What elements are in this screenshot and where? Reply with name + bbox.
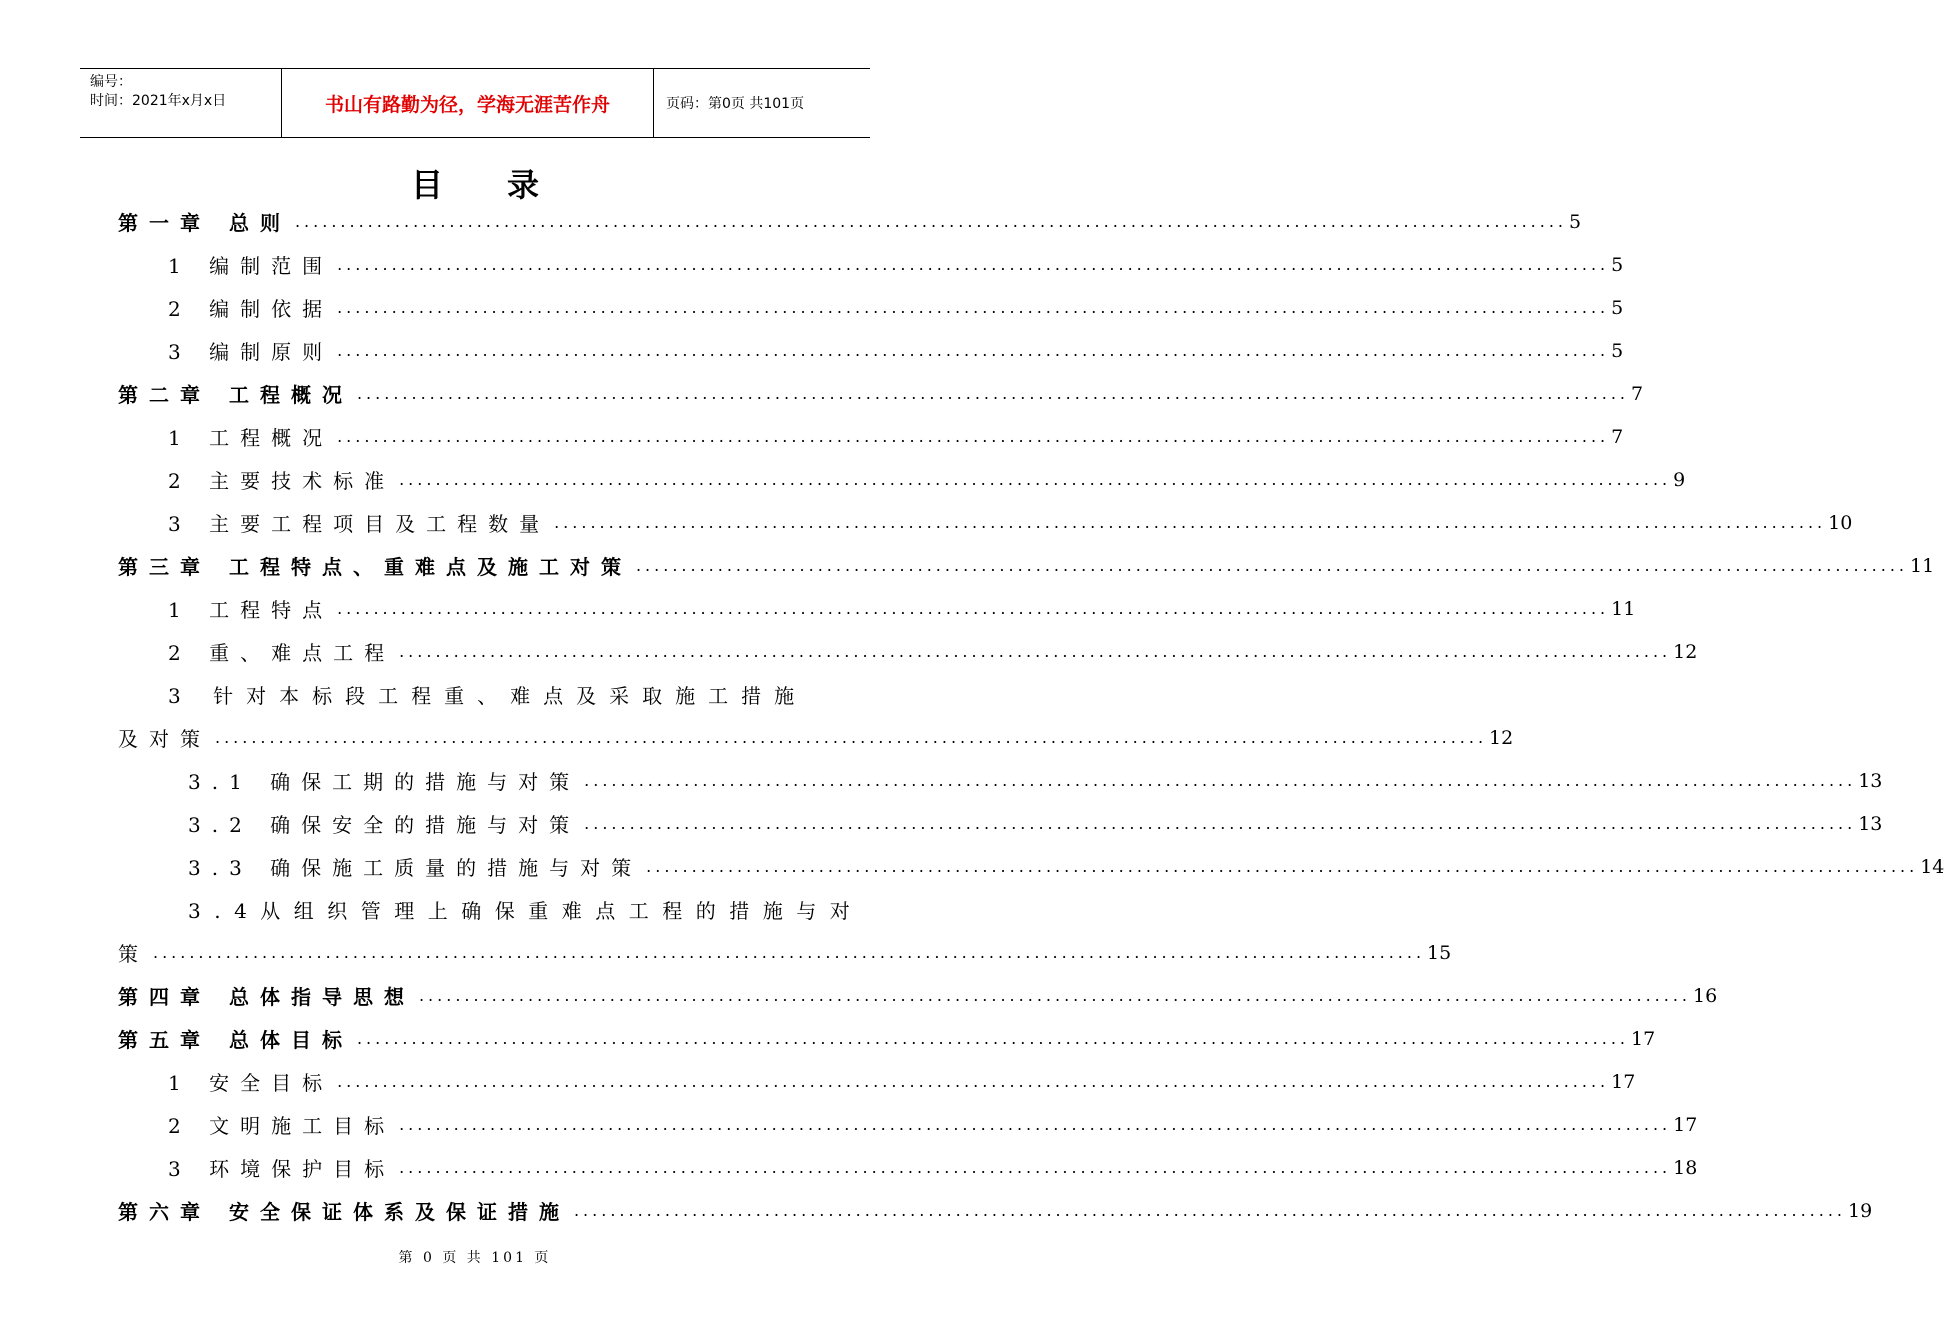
toc-entry-title: 第五章 总体目标 (118, 1028, 353, 1052)
toc-entry[interactable] (118, 458, 1686, 501)
toc-entry-title: 3.4从组织管理上确保重难点工程的措施与对 (188, 899, 864, 923)
toc-page-number: 13 (1858, 812, 1883, 835)
toc-entry-title: 2 主要技术标准 (168, 469, 396, 493)
toc-page-number: 12 (1489, 726, 1514, 749)
toc-entry-title: 第二章 工程概况 (118, 383, 353, 407)
toc-entry[interactable] (118, 931, 1452, 974)
toc-entry-title: 第一章 总则 (118, 211, 291, 235)
toc-entry-title: 3.2 确保安全的措施与对策 (188, 813, 581, 837)
toc-leader-dots: ............................................................................................................................................ (337, 599, 1610, 618)
toc-leader-dots: ............................................................................................................................................ (399, 1158, 1672, 1177)
toc-entry-title: 3 编制原则 (168, 340, 334, 364)
toc-entry-title: 2 文明施工目标 (168, 1114, 396, 1138)
toc-entry[interactable] (118, 1103, 1698, 1146)
toc-leader-dots: ............................................................................................................................................ (418, 986, 1691, 1005)
toc-leader-dots: ............................................................................................................................................ (337, 1072, 1610, 1091)
toc-page-number: 17 (1611, 1070, 1636, 1093)
toc-entry-title: 第四章 总体指导思想 (118, 985, 415, 1009)
toc-entry-title: 3.1 确保工期的措施与对策 (188, 770, 581, 794)
toc-entry[interactable] (118, 716, 1514, 759)
toc-page-number: 5 (1611, 253, 1624, 276)
toc-leader-dots: ............................................................................................................................................ (337, 341, 1610, 360)
table-of-contents (118, 200, 1944, 1232)
toc-page-number: 14 (1920, 855, 1944, 878)
toc-leader-dots: ............................................................................................................................................ (573, 1201, 1846, 1220)
toc-entry-title: 3.3 确保施工质量的措施与对策 (188, 856, 643, 880)
toc-entry[interactable] (118, 243, 1624, 286)
toc-page-number: 11 (1611, 597, 1636, 620)
page-footer: 第 0 页 共 101 页 (398, 1250, 552, 1266)
toc-entry[interactable] (118, 587, 1636, 630)
page-header (80, 68, 870, 138)
toc-page-number: 10 (1828, 511, 1853, 534)
toc-leader-dots: ............................................................................................................................................ (356, 1029, 1629, 1048)
toc-entry[interactable] (118, 802, 1883, 845)
toc-leader-dots: ............................................................................................................................................ (635, 556, 1908, 575)
toc-page-number: 5 (1611, 296, 1624, 319)
header-motto: 书山有路勤为径，学海无涯苦作舟 (282, 69, 654, 137)
page-title: 目录 (410, 166, 603, 204)
toc-entry[interactable] (118, 1017, 1656, 1060)
toc-entry[interactable] (118, 372, 1644, 415)
toc-leader-dots: ............................................................................................................................................ (584, 814, 1857, 833)
code-label: 编号： (90, 74, 132, 90)
toc-leader-dots: ............................................................................................................................................ (337, 298, 1610, 317)
toc-leader-dots: ............................................................................................................................................ (399, 470, 1672, 489)
toc-entry[interactable] (118, 415, 1624, 458)
toc-entry[interactable] (118, 1146, 1698, 1189)
toc-page-number: 15 (1427, 941, 1452, 964)
toc-entry[interactable] (118, 286, 1624, 329)
time-label: 时间：2021年x月x日 (90, 93, 227, 109)
toc-page-number: 5 (1569, 210, 1582, 233)
toc-leader-dots: ............................................................................................................................................ (356, 384, 1629, 403)
toc-entry[interactable] (118, 1060, 1636, 1103)
toc-entry-title: 3 针对本标段工程重、难点及采取施工措施 (168, 684, 808, 708)
toc-entry[interactable] (118, 200, 1582, 243)
toc-page-number: 7 (1611, 425, 1624, 448)
toc-entry-title: 3 主要工程项目及工程数量 (168, 512, 551, 536)
toc-entry[interactable] (118, 888, 864, 931)
header-meta (80, 69, 282, 137)
toc-entry-title: 1 工程概况 (168, 426, 334, 450)
toc-page-number: 18 (1673, 1156, 1698, 1179)
toc-leader-dots: ............................................................................................................................................ (554, 513, 1827, 532)
toc-entry[interactable] (118, 329, 1624, 372)
toc-leader-dots: ............................................................................................................................................ (337, 427, 1610, 446)
toc-entry-title: 1 安全目标 (168, 1071, 334, 1095)
toc-page-number: 5 (1611, 339, 1624, 362)
toc-page-number: 12 (1673, 640, 1698, 663)
toc-leader-dots: ............................................................................................................................................ (584, 771, 1857, 790)
toc-page-number: 13 (1858, 769, 1883, 792)
toc-page-number: 16 (1693, 984, 1718, 1007)
toc-entry-title: 2 编制依据 (168, 297, 334, 321)
toc-entry[interactable] (118, 501, 1853, 544)
toc-leader-dots: ............................................................................................................................................ (294, 212, 1567, 231)
toc-entry[interactable] (118, 630, 1698, 673)
toc-entry-title: 及对策 (118, 727, 211, 751)
toc-entry-title: 2 重、难点工程 (168, 641, 396, 665)
toc-leader-dots: ............................................................................................................................................ (399, 1115, 1672, 1134)
toc-page-number: 17 (1631, 1027, 1656, 1050)
header-page-info: 页码：第0页 共101页 (666, 96, 805, 112)
toc-entry-title: 3 环境保护目标 (168, 1157, 396, 1181)
toc-entry[interactable] (118, 759, 1883, 802)
toc-entry-title: 第六章 安全保证体系及保证措施 (118, 1200, 570, 1224)
toc-entry-title: 第三章 工程特点、重难点及施工对策 (118, 555, 632, 579)
toc-entry-title: 策 (118, 942, 149, 966)
toc-entry[interactable] (118, 673, 822, 716)
toc-leader-dots: ............................................................................................................................................ (399, 642, 1672, 661)
toc-page-number: 17 (1673, 1113, 1698, 1136)
toc-page-number: 11 (1910, 554, 1935, 577)
toc-entry-title: 1 编制范围 (168, 254, 334, 278)
toc-entry[interactable] (118, 845, 1944, 888)
toc-page-number: 19 (1848, 1199, 1873, 1222)
toc-page-number: 9 (1673, 468, 1686, 491)
toc-entry[interactable] (118, 974, 1718, 1017)
toc-entry-title: 1 工程特点 (168, 598, 334, 622)
toc-entry[interactable] (118, 1189, 1873, 1232)
toc-page-number: 7 (1631, 382, 1644, 405)
toc-leader-dots: ............................................................................................................................................ (337, 255, 1610, 274)
toc-leader-dots: ............................................................................................................................................ (153, 943, 1426, 962)
toc-leader-dots: ............................................................................................................................................ (646, 857, 1919, 876)
toc-leader-dots: ............................................................................................................................................ (215, 728, 1488, 747)
toc-entry[interactable] (118, 544, 1935, 587)
